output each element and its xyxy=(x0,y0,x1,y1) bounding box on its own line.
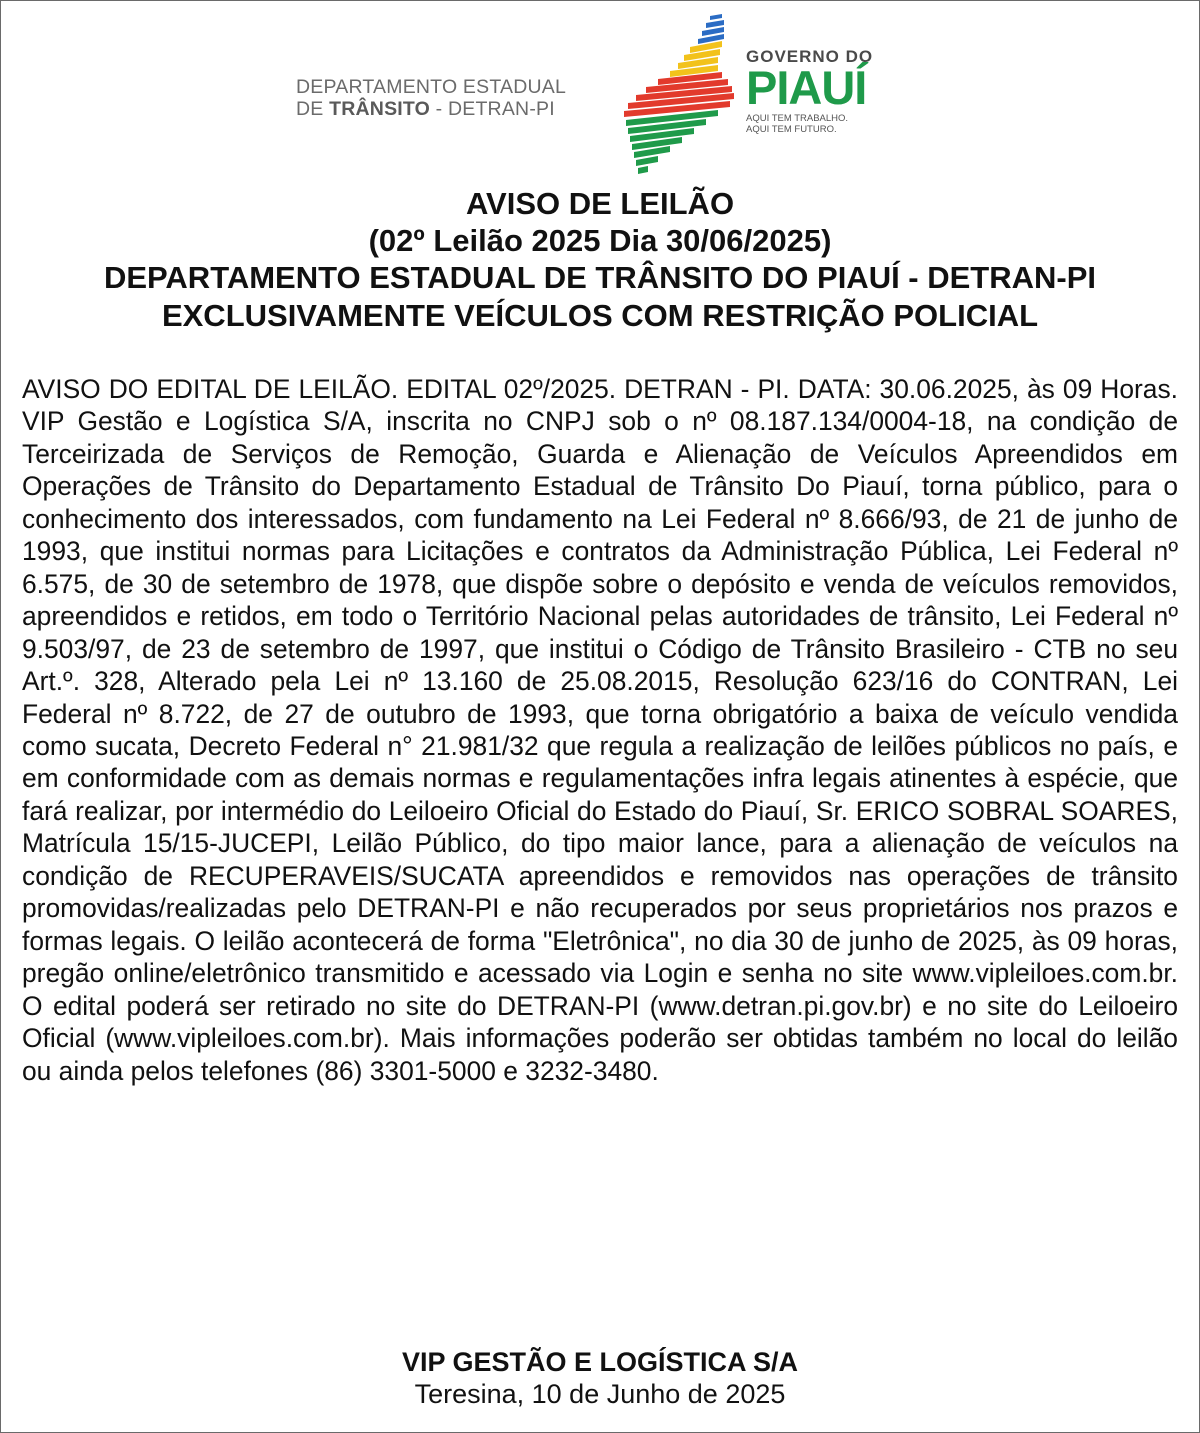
detran-logo-line1: DEPARTAMENTO ESTADUAL xyxy=(296,76,567,98)
notice-body: AVISO DO EDITAL DE LEILÃO. EDITAL 02º/2025. DETRAN - PI. DATA: 30.06.2025, às 09 Horas. VIP Gestão e Logística S/A, inscrita no CNPJ sob o nº 08.187.134/0004-18, na condição de Terceirizada de Serviços de Remoção, Guarda e Alienação de Veículos Apreendidos em Operações de Trânsito do Departamento Estadual de Trânsito Do Piauí, torna público, para o conhecimento dos interessados, com fundamento na Lei Federal nº 8.666/93, de 21 de junho de 1993, que institui normas para Licitações e contratos da Administração Pública, Lei Federal nº 6.575, de 30 de setembro de 1978, que dispõe sobre o depósito e venda de veículos removidos, apreendidos e retidos, em todo o Território Nacional pelas autoridades de trânsito, Lei Federal nº 9.503/97, de 23 de setembro de 1997, que institui o Código de Trânsito Brasileiro - CTB no seu Art.º. 328, Alterado pela Lei nº 13.160 de 25.08.2015, Resolução 623/16 do CONTRAN, Lei Federal nº 8.722, de 27 de outubro de 1993, que torna obrigatório a baixa de veículo vendida como sucata, Decreto Federal n° 21.981/32 que regula a realização de leilões públicos no país, e em conformidade com as demais normas e regulamentações infra legais atinentes à espécie, que fará realizar, por intermédio do Leiloeiro Oficial do Estado do Piauí, Sr. ERICO SOBRAL SOARES, Matrícula 15/15-JUCEPI, Leilão Público, do tipo maior lance, para a alienação de veículos na condição de RECUPERAVEIS/SUCATA apreendidos e removidos nas operações de trânsito promovidas/realizadas pelo DETRAN-PI e não recuperados por seus proprietários nos prazos e formas legais. O leilão acontecerá de forma "Eletrônica", no dia 30 de junho de 2025, às 09 horas, pregão online/eletrônico transmitido e acessado via Login e senha no site www.vipleiloes.com.br. O edital poderá ser retirado no site do DETRAN-PI (www.detran.pi.gov.br) e no site do Leiloeiro Oficial (www.vipleiloes.com.br). Mais informações poderão ser obtidas também no local do leilão ou ainda pelos telefones (86) 3301-5000 e 3232-3480. xyxy=(22,374,1178,1086)
detran-logo-strong: TRÂNSITO xyxy=(329,98,431,120)
piaui-state-map-icon xyxy=(618,10,740,178)
detran-logo xyxy=(296,76,606,120)
restriction-title: EXCLUSIVAMENTE VEÍCULOS COM RESTRIÇÃO POLICIAL xyxy=(161,298,1039,333)
detran-logo-suffix: - DETRAN-PI xyxy=(430,98,555,120)
gov-logo-line1: GOVERNO DO xyxy=(746,47,874,66)
header xyxy=(0,0,1200,180)
governo-piaui-logo xyxy=(746,48,916,135)
notice-title: AVISO DE LEILÃO xyxy=(465,186,735,221)
gov-logo-tagline xyxy=(746,113,916,135)
gov-logo-tagline2: AQUI TEM FUTURO. xyxy=(746,124,837,135)
department-title: DEPARTAMENTO ESTADUAL DE TRÂNSITO DO PIAUÍ - DETRAN-PI xyxy=(103,260,1097,295)
detran-logo-line2 xyxy=(296,98,606,120)
notice-subtitle: (02º Leilão 2025 Dia 30/06/2025) xyxy=(368,223,832,258)
company-name: VIP GESTÃO E LOGÍSTICA S/A xyxy=(401,1347,799,1377)
gov-logo-line2: PIAUÍ xyxy=(746,61,867,114)
place-date: Teresina, 10 de Junho de 2025 xyxy=(414,1379,786,1409)
signature-block xyxy=(0,1346,1200,1410)
detran-logo-prefix: DE xyxy=(296,98,330,120)
gov-logo-tagline1: AQUI TEM TRABALHO. xyxy=(746,113,849,124)
notice-titles xyxy=(0,185,1200,335)
